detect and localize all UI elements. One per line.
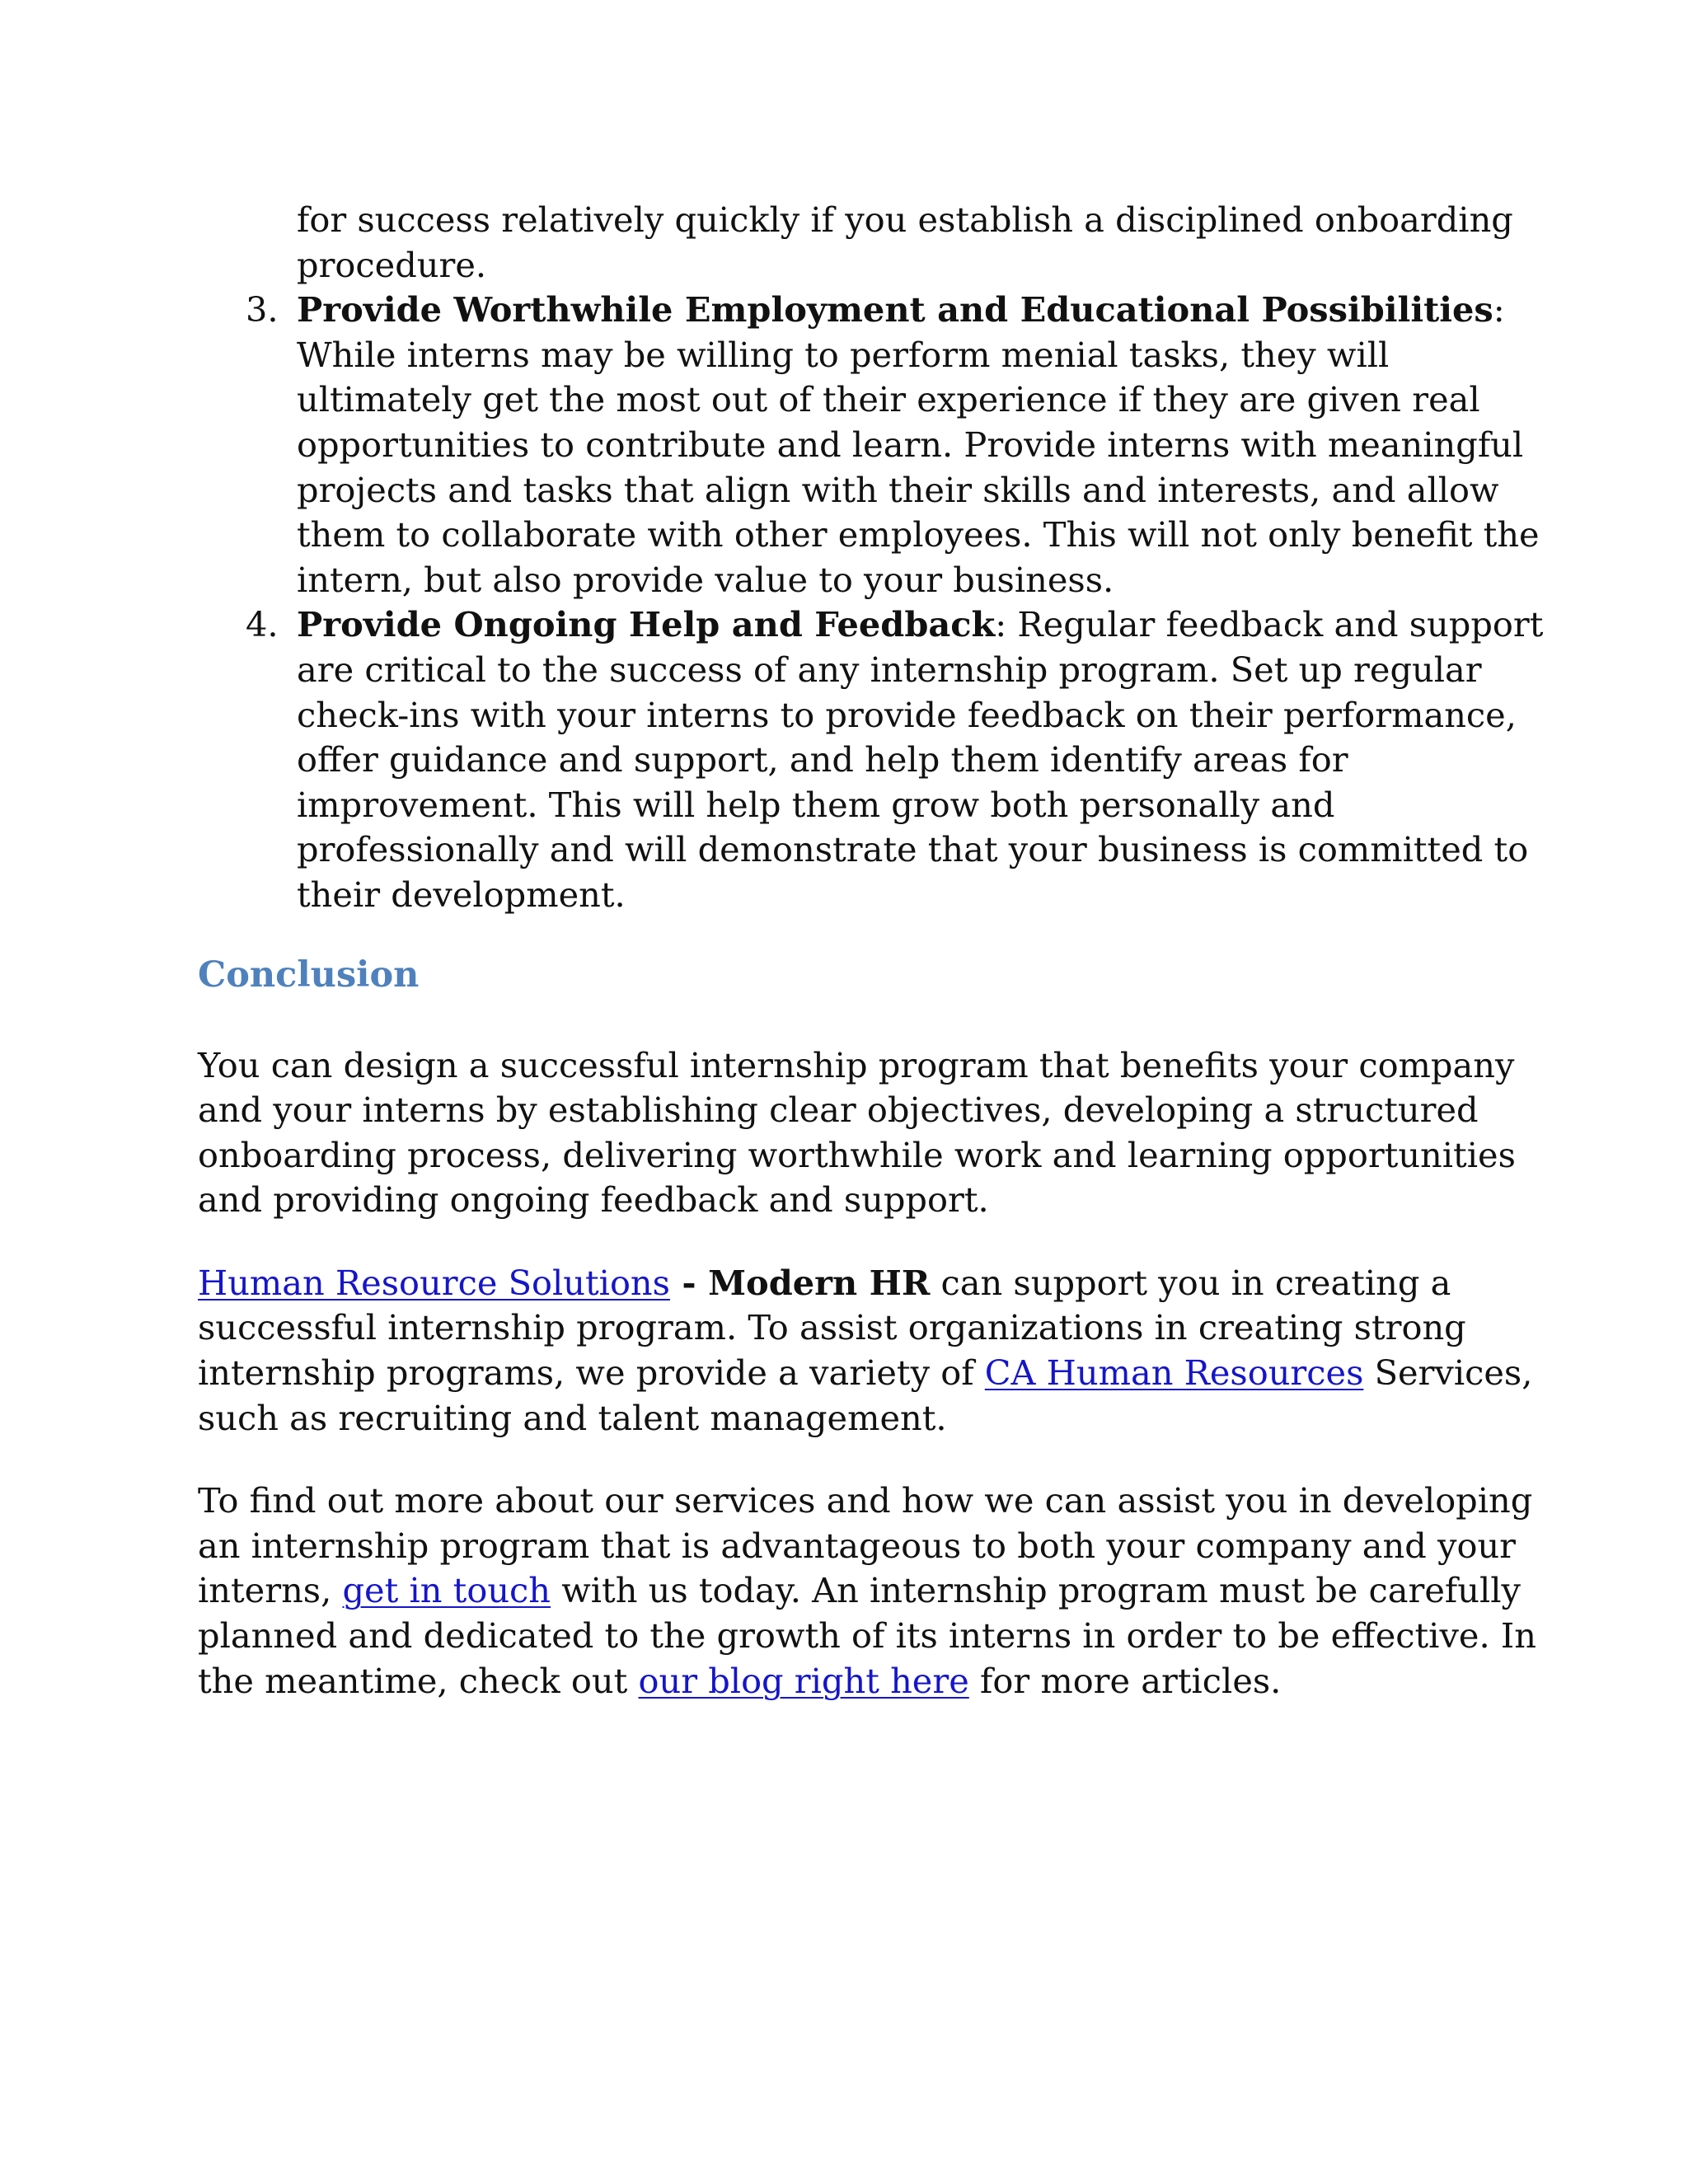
conclusion-paragraph-2: [198, 1261, 1533, 1441]
text-line: ultimately get the most out of their experience if they are given real: [297, 379, 1480, 420]
dash-separator: -: [669, 1262, 709, 1303]
text-line: planned and dedicated to the growth of its interns in order to be effective. In: [198, 1615, 1536, 1657]
text-line: intern, but also provide value to your business.: [297, 559, 1114, 600]
ca-human-resources-link[interactable]: CA Human Resources: [984, 1352, 1364, 1394]
list-item-3: [198, 288, 1540, 602]
list-item-title-rest: : Regular feedback and support: [995, 604, 1544, 645]
text-line: You can design a successful internship program that benefits your company: [198, 1044, 1515, 1085]
blog-link[interactable]: our blog right here: [638, 1660, 969, 1701]
text-line: offer guidance and support, and help them identify areas for: [297, 739, 1348, 780]
text-line: onboarding process, delivering worthwhile work and learning opportunities: [198, 1134, 1516, 1175]
list-number: 3.: [246, 289, 279, 330]
text-line: check-ins with your interns to provide feedback on their performance,: [297, 694, 1517, 735]
text-fragment: interns,: [198, 1570, 343, 1611]
text-line: projects and tasks that align with their skills and interests, and allow: [297, 469, 1499, 510]
text-line: [198, 1351, 1533, 1396]
text-fragment: can support you in creating a: [930, 1262, 1451, 1303]
list-item-title-line: [297, 602, 1544, 648]
text-line: procedure.: [297, 244, 487, 285]
human-resource-solutions-link[interactable]: Human Resource Solutions: [198, 1262, 670, 1303]
list-item-title-rest: :: [1493, 289, 1505, 330]
text-line: professionally and will demonstrate that your business is committed to: [297, 829, 1529, 870]
list-item-title: Provide Ongoing Help and Feedback: [297, 604, 996, 645]
brand-name: Modern HR: [708, 1262, 931, 1303]
text-line: their development.: [297, 874, 626, 915]
list-item-4: [198, 602, 1544, 917]
text-line: are critical to the success of any internship program. Set up regular: [297, 649, 1482, 690]
text-fragment: for more articles.: [968, 1660, 1282, 1701]
conclusion-paragraph-3: [198, 1479, 1536, 1704]
conclusion-paragraph-1: [198, 1043, 1516, 1223]
text-line: successful internship program. To assist organizations in creating strong: [198, 1307, 1466, 1348]
text-line: [198, 1568, 1521, 1614]
text-line: and providing ongoing feedback and support.: [198, 1179, 989, 1221]
text-line: an internship program that is advantageous to both your company and your: [198, 1525, 1517, 1566]
conclusion-heading: Conclusion: [198, 954, 420, 996]
text-fragment: with us today. An internship program must be carefully: [551, 1570, 1521, 1611]
text-line: and your interns by establishing clear objectives, developing a structured: [198, 1090, 1479, 1131]
list-number: 4.: [246, 604, 279, 645]
text-line: While interns may be willing to perform menial tasks, they will: [297, 334, 1390, 375]
text-line: [198, 1659, 1484, 1704]
text-line: opportunities to contribute and learn. Provide interns with meaningful: [297, 424, 1524, 465]
text-fragment: Services,: [1363, 1352, 1533, 1394]
text-line: them to collaborate with other employees. This will not only benefit the: [297, 514, 1540, 555]
text-fragment: internship programs, we provide a variety of: [198, 1352, 985, 1394]
list-item-continuation: [198, 198, 1513, 288]
text-line: for success relatively quickly if you establish a disciplined onboarding: [297, 199, 1513, 240]
list-item-title-line: [297, 288, 1505, 333]
list-item-title: Provide Worthwhile Employment and Educational Possibilities: [297, 289, 1493, 330]
text-line: To find out more about our services and how we can assist you in developing: [198, 1480, 1533, 1521]
text-line: such as recruiting and talent management.: [198, 1397, 947, 1438]
text-line: improvement. This will help them grow both personally and: [297, 784, 1335, 825]
get-in-touch-link[interactable]: get in touch: [342, 1570, 551, 1611]
document-page: [198, 198, 1544, 1704]
text-fragment: the meantime, check out: [198, 1660, 639, 1701]
text-line: [198, 1261, 1484, 1306]
